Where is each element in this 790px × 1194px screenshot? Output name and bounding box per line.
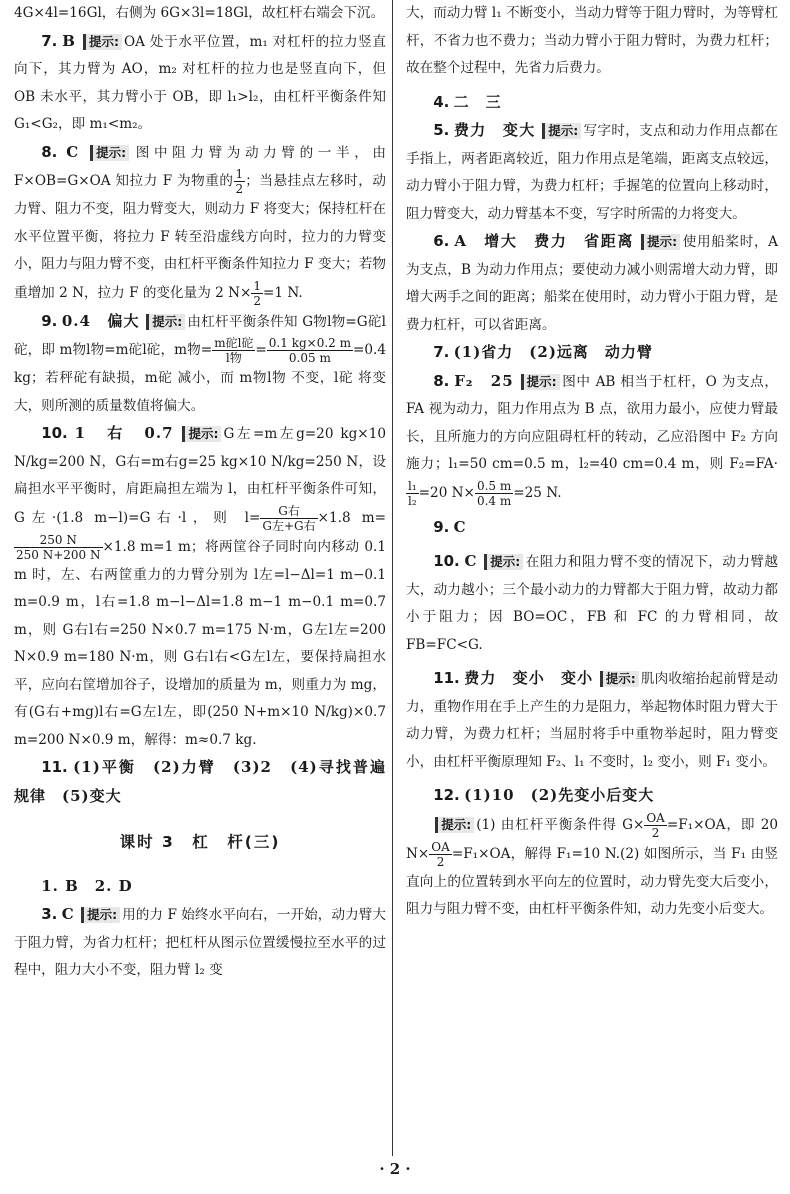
answer-9: [14, 308, 386, 421]
hint-label: 提示:: [542, 123, 581, 139]
question-number: 8.: [41, 142, 58, 161]
answer-value: C: [61, 905, 75, 923]
fraction: [212, 336, 255, 365]
hint-label: 提示:: [641, 234, 680, 250]
answer-12-hint: [406, 811, 778, 924]
answer-3: [14, 901, 386, 985]
question-number: 6.: [433, 232, 450, 250]
question-number: 9.: [433, 517, 450, 536]
question-number: 11.: [433, 669, 460, 687]
numerator: 1: [235, 167, 244, 181]
answer-value: F₂ 25: [454, 371, 514, 390]
fraction: [475, 479, 513, 508]
denominator: 2: [651, 825, 660, 840]
denominator: 0.4 m: [476, 493, 512, 508]
denominator: G左+G右: [262, 518, 316, 533]
question-number: 8.: [433, 371, 450, 390]
hint-text: ；当悬挂点左移时，动力臂、阻力不变，阻力臂变大，则动力 F 将变大；保持杠杆在水平位置平衡，将拉力 F 转至沿虚线方向时，拉力的力臂变小，阻力与阻力臂不变，由杠杆平衡条件知拉力 F 变大；若物重增加 2 N，拉力 F 的变化量为 2 N×: [14, 173, 387, 301]
answer-7: [14, 28, 386, 139]
question-number: 4.: [433, 92, 450, 111]
hint-label: 提示:: [521, 374, 560, 390]
answer-value: (1)省力 (2)远离 动力臂: [453, 343, 653, 361]
numerator: 250 N: [14, 533, 103, 548]
answer-10: [14, 420, 386, 754]
question-number: 9.: [41, 311, 58, 330]
paragraph: 大，而动力臂 l₁ 不断变小，当动力臂等于阻力臂时，为等臂杠杆，不省力也不费力；当动力臂小于阻力臂时，为费力杠杆；故在整个过程中，先省力后费力。: [406, 5, 778, 76]
page-number: · 2 ·: [379, 1160, 411, 1178]
answer-1-2: [14, 873, 386, 902]
hint-label: 提示:: [435, 817, 474, 833]
denominator: 2: [235, 182, 244, 196]
left-column: [14, 0, 386, 985]
question-number: 10.: [41, 424, 68, 442]
answer-value: 0.4 偏大: [61, 311, 140, 330]
numerator: OA: [646, 810, 665, 825]
numerator: OA: [431, 839, 450, 854]
answer-12: [406, 782, 778, 811]
fraction: [251, 279, 263, 308]
numerator: 1: [253, 278, 262, 293]
answer-value: 费力 变大: [453, 121, 536, 139]
hint-text: 写字时，支点和动力作用点都在手指上，两者距离较近，阻力作用点是笔端，距离支点较远，动力臂小于阻力臂，为费力杠杆；手握笔的位置向上移动时，阻力臂变大，动力臂基本不变，写字时所需的力将变大。: [406, 123, 778, 222]
hint-text: (1) 由杠杆平衡条件得 G×: [476, 816, 645, 833]
hint-label: 提示:: [146, 314, 185, 330]
fraction: [260, 504, 317, 533]
question-number: 7.: [433, 343, 450, 361]
question-number: 10.: [433, 552, 460, 570]
answer-10: [406, 548, 778, 659]
lesson-heading: 课时 3 杠 杆(三): [119, 833, 281, 851]
hint-text: 使用船桨时，A 为支点，B 为动力作用点；要使动力减小则需增大动力臂，即增大两手之间的距离；船桨在使用时，动力臂小于阻力臂，是费力杠杆，可以省距离。: [406, 234, 779, 333]
answer-4: [406, 89, 778, 118]
hint-text: =: [255, 342, 267, 358]
answer-value: A 增大 费力 省距离: [454, 232, 635, 250]
hint-text: ×1.8 m=1 m；将两筐谷子同时向内移动 0.1 m 时，左、右两筐重力的力臂分别为 l左=l−Δl=1 m−0.1 m=0.9 m，l右=1.8 m−l−Δl=1.8 m−1 m−0.1 m=0.7 m，则 G右l右=250 N×0.7 m=175 N·m，G左l左=200 N×0.9 m=180 N·m，则 G右l右<G左l左，要保持扁担水平，应向右筐增加谷子，设增加的质量为 m，则重力为 mg，有(G右+mg)l右=G左l左，即(250 N+m×10 N/kg)×0.7 m=200 N×0.9 m，解得：m≈0.7 kg.: [14, 538, 386, 748]
hint-label: 提示:: [90, 145, 129, 161]
answer-value: C: [464, 552, 478, 570]
answer-7: [406, 339, 778, 368]
answer-value: C: [66, 142, 80, 161]
answer-value: 二 三: [453, 92, 502, 111]
denominator: 0.05 m: [288, 351, 331, 365]
fraction: [406, 479, 419, 508]
hint-label: 提示:: [182, 426, 221, 442]
numerator: l₁: [408, 478, 417, 493]
question-number: 11.: [41, 758, 68, 776]
answer-11: [406, 665, 778, 776]
column-divider: [392, 0, 393, 1156]
hint-text: 肌肉收缩抬起前臂是动力，重物作用在手上产生的力是阻力，举起物体时阻力臂大于动力臂，为费力杠杆；当屈肘将手中重物举起时，阻力臂变小，由杠杆平衡原理知 F₂、l₁ 不变时，l₂ 变小，则 F₁ 变小。: [406, 671, 778, 770]
hint-text: OA 处于水平位置，m₁ 对杠杆的拉力竖直向下，其力臂为 AO，m₂ 对杠杆的拉力也是竖直向下，但 OB 未水平，其力臂小于 OB，即 l₁>l₂，由杠杆平衡条件知 G₁<G₂，即 m₁<m₂。: [14, 33, 386, 132]
numerator: 0.1 kg×0.2 m: [268, 336, 351, 350]
hint-label: 提示:: [600, 671, 639, 687]
answer-11: [14, 754, 386, 811]
hint-text: =1 N.: [263, 284, 303, 301]
denominator: 250 N+200 N: [16, 547, 101, 562]
hint-text: 图中 AB 相当于杠杆，O 为支点，FA 视为动力，阻力作用点为 B 点，欲用力最小，应使力臂最长，且所施力的方向应阻碍杠杆的转动，乙应沿图中 F₂ 方向施力；l₁=50 cm=0.5 m，l₂=40 cm=0.4 m，则 F₂=FA·: [406, 373, 778, 472]
right-column: [406, 0, 778, 924]
paragraph: 4G×4l=16Gl，右侧为 6G×3l=18Gl，故杠杆右端会下沉。: [14, 5, 385, 21]
hint-text: G左=m左g=20 kg×10 N/kg=200 N，G右=m右g=25 kg×10 N/kg=250 N，设扁担水平平衡时，肩距扁担左端为 l，由杠杆平衡条件可知，G左·(1.8 m−l)=G右·l，则 l=: [14, 426, 386, 526]
denominator: 2: [253, 293, 262, 308]
hint-label: 提示:: [83, 34, 122, 50]
hint-text: 用的力 F 始终水平向右，一开始，动力臂大于阻力臂，为省力杠杆；把杠杆从图示位置缓慢拉至水平的过程中，阻力大小不变，阻力臂 l₂ 变: [14, 907, 387, 978]
question-number: 5.: [433, 121, 450, 139]
answer-5: [406, 117, 778, 228]
answer-value: (1)10 (2)先变小后变大: [464, 786, 655, 804]
answer-value: 1 右 0.7: [74, 424, 174, 442]
denominator: l物: [225, 351, 242, 365]
hint-text: =20 N×: [418, 484, 475, 501]
hint-text: 图中阻力臂为动力臂的一半，由 F×OB=G×OA 知拉力 F 为物重的: [14, 144, 386, 189]
hint-text: =F₁×OA，解得 F₁=10 N.(2) 如图所示，当 F₁ 由竖直向上的位置转到水平向左的位置时，动力臂先变大后变小，阻力与阻力臂不变，由杠杆平衡条件知，动力先变小后变大。: [406, 845, 778, 917]
numerator: 0.5 m: [476, 478, 512, 493]
hint-label: 提示:: [81, 907, 120, 923]
question-number: 3.: [41, 905, 58, 923]
answer-9: [406, 514, 778, 543]
answer-value: B: [62, 31, 76, 50]
answer-value: C: [453, 517, 467, 536]
hint-text: 由杠杆平衡条件知 G物l物=G砣l砣，即 m物l物=m砣l砣，m物=: [14, 313, 386, 358]
fraction: [429, 840, 452, 869]
numerator: G右: [260, 504, 317, 519]
hint-text: 在阻力和阻力臂不变的情况下，动力臂越大，动力越小；三个最小动力的力臂都大于阻力臂，故动力都小于阻力；因 BO=OC，FB 和 FC 的力臂相同，故 FB=FC<G.: [406, 554, 779, 653]
denominator: 2: [436, 854, 445, 869]
hint-text: =25 N.: [513, 484, 562, 501]
hint-text: =F₁×OA，即 20 N×: [406, 816, 778, 862]
numerator: m砣l砣: [214, 336, 254, 350]
fraction: [267, 336, 353, 365]
answer-value: (1)平衡 (2)力臂 (3)2 (4)寻找普遍规律 (5)变大: [14, 758, 386, 805]
answer-8: [406, 368, 778, 508]
question-number: 7.: [41, 31, 58, 50]
hint-text: =0.4 kg；若秤砣有缺损，m砣 减小，而 m物l物 不变，l砣 将变大，则所测的质量数值将偏大。: [14, 342, 386, 414]
fraction: [644, 811, 667, 840]
hint-label: 提示:: [484, 554, 523, 570]
hint-text: ×1.8 m=: [317, 509, 386, 526]
fraction: [234, 167, 246, 196]
question-number: 12.: [433, 786, 460, 804]
answer-value: 1. B 2. D: [41, 876, 133, 895]
answer-6: [406, 228, 778, 339]
fraction: [14, 533, 103, 562]
answer-value: 费力 变小 变小: [464, 669, 594, 687]
answer-8: [14, 139, 386, 308]
denominator: l₂: [408, 493, 417, 508]
